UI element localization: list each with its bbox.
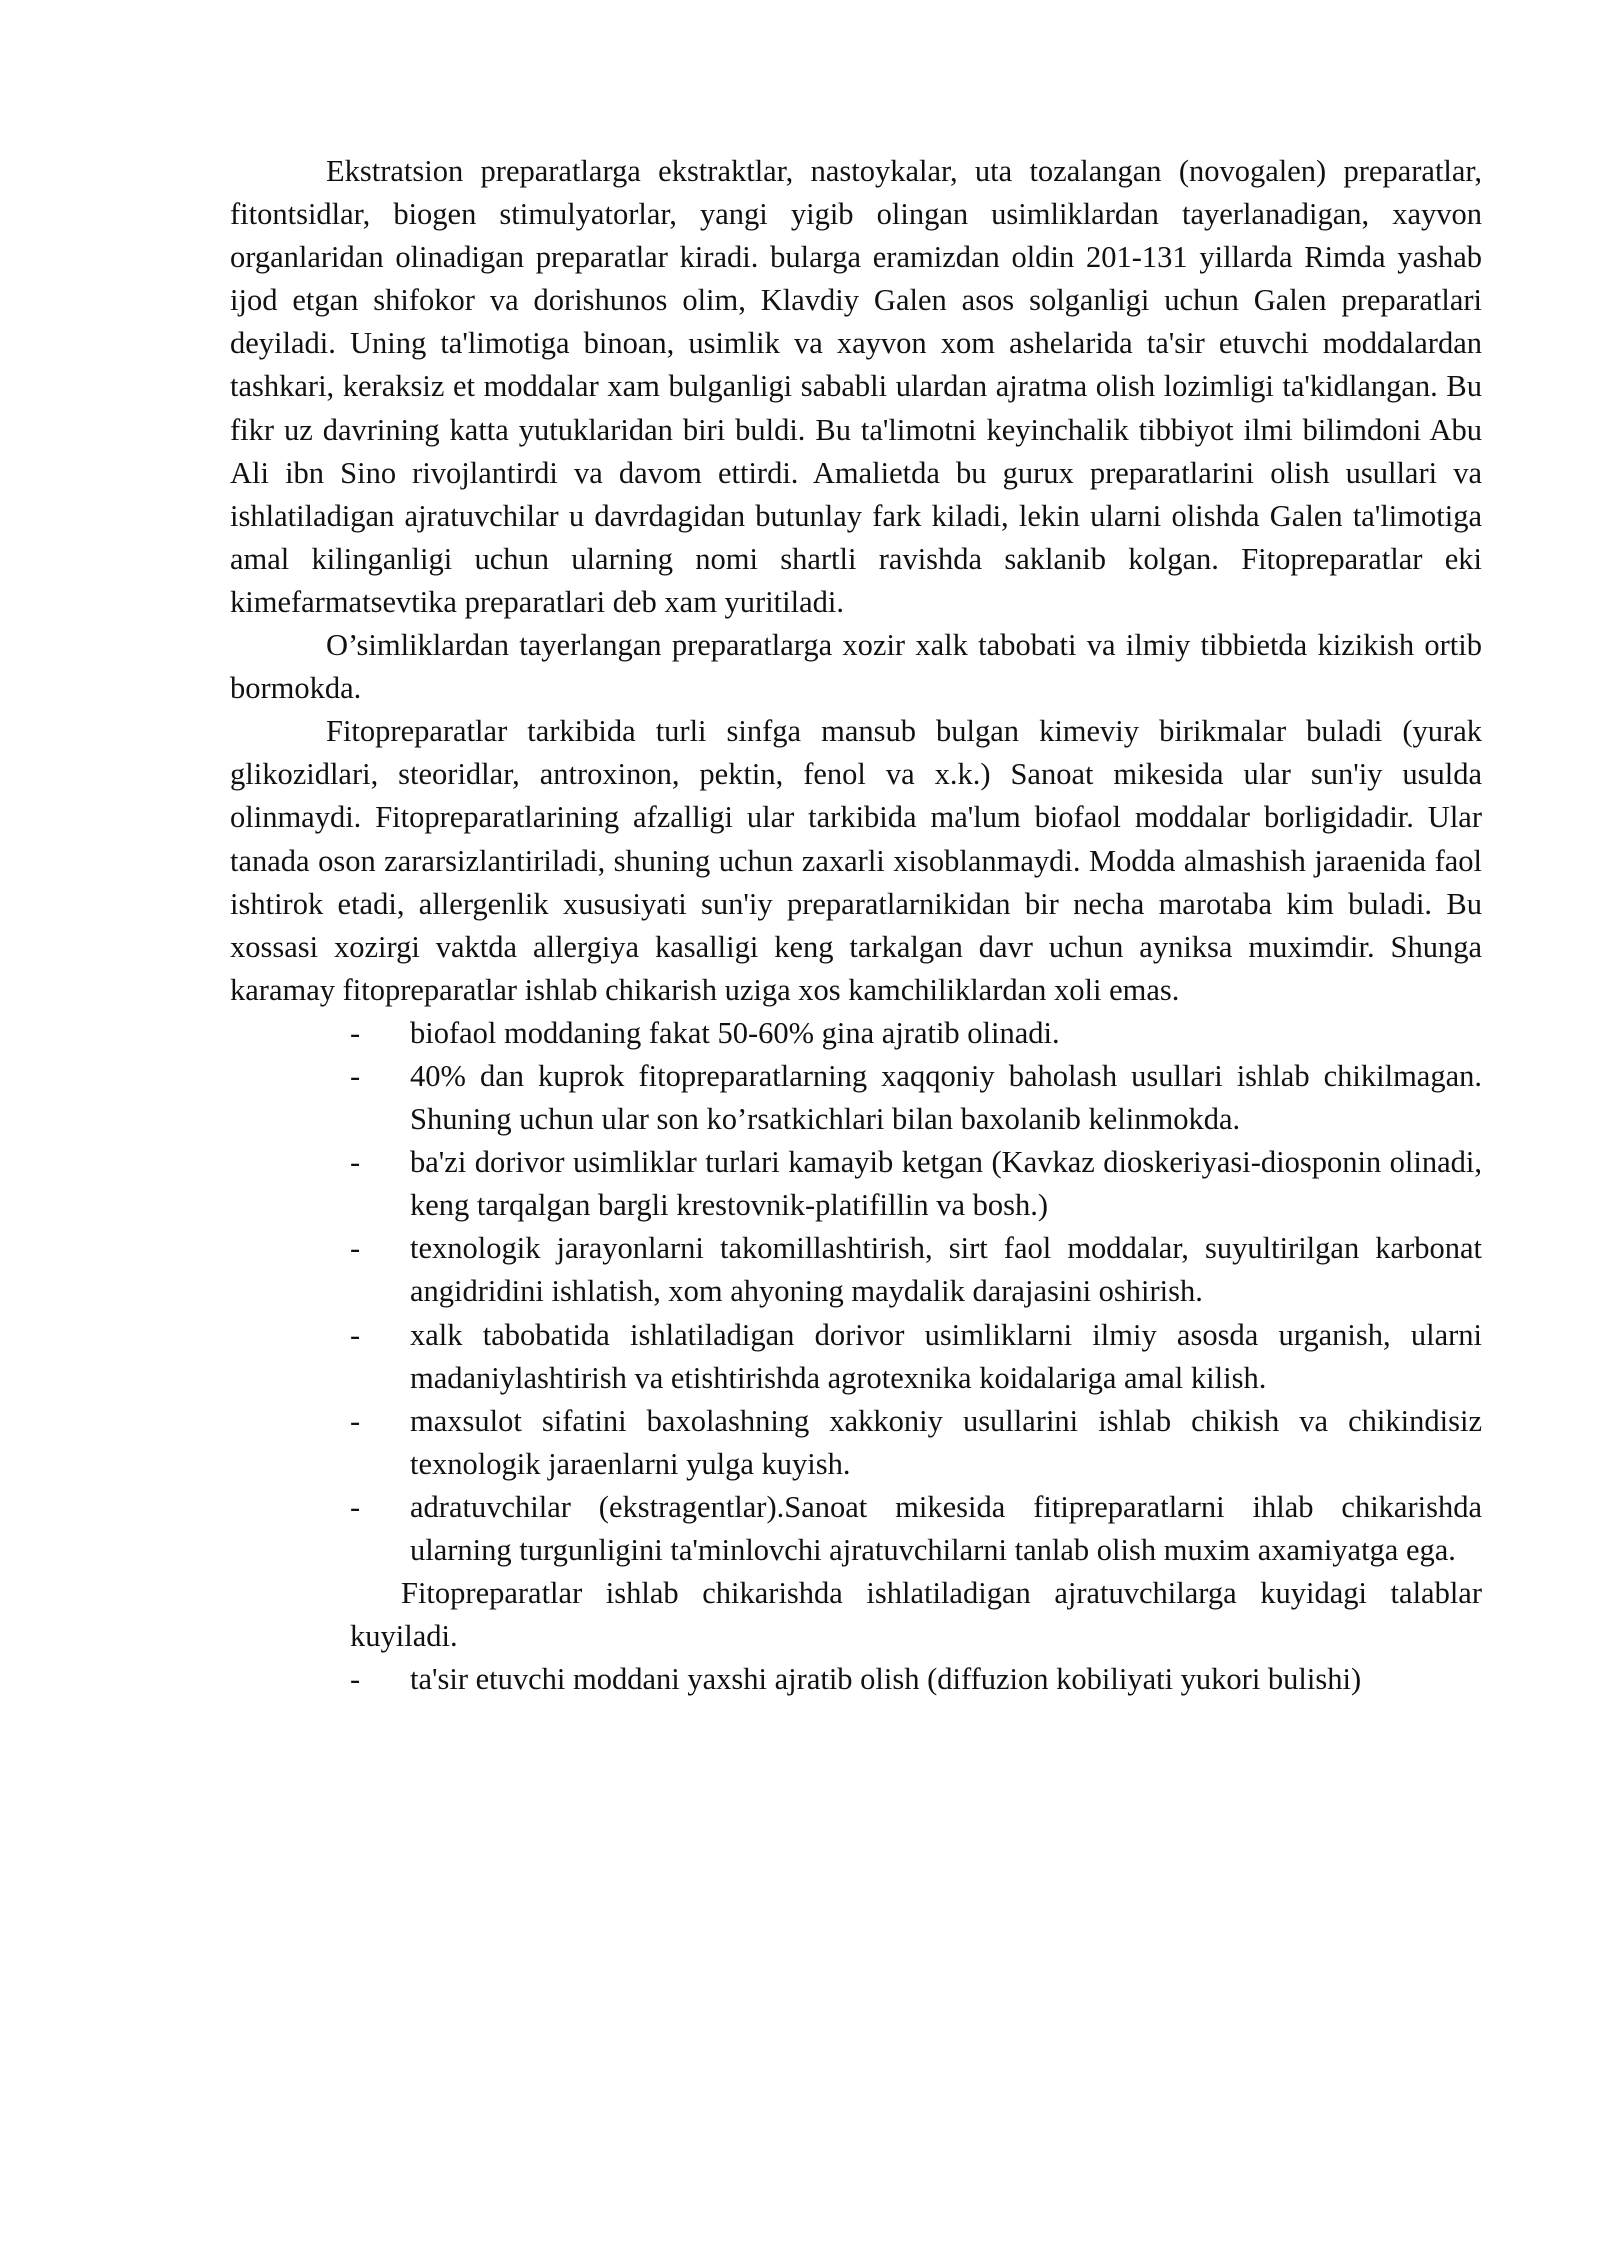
paragraph-phytopreparation-composition: Fitopreparatlar tarkibida turli sinfga mansub bulgan kimeviy birikmalar buladi (yurak glikozidlari, steoridlar, antroxinon, pektin, fenol va x.k.) Sanoat mikesida ular sun'iy usulda olinmaydi. Fitopreparatlarining afzalligi ular tarkibida ma'lum biofaol moddalar borligidadir. Ular tanada oson zararsizlantiriladi, shuning uchun zaxarli xisoblanmaydi. Modda almashish jaraenida faol ishtirok etadi, allergenlik xususiyati sun'iy preparatlarnikidan bir necha marotaba kim buladi. Bu xossasi xozirgi vaktda allergiya kasalligi keng tarkalgan davr uchun ayniksa muximdir. Shunga karamay fitopreparatlar ishlab chikarish uziga xos kamchiliklardan xoli emas. <box>230 714 1482 1007</box>
paragraph-plant-interest: O’simliklardan tayerlangan preparatlarga xozir xalk tabobati va ilmiy tibbietda kizikish ortib bormokda. <box>230 628 1482 706</box>
list-dash: - <box>350 1145 361 1180</box>
list-item-text: ba'zi dorivor usimliklar turlari kamayib ketgan (Kavkaz dioskeriyasi-diosponin olinadi, keng tarqalgan bargli krestovnik-platifillin va bosh.) <box>410 1145 1482 1223</box>
list-item <box>350 1141 1482 1227</box>
list-item <box>350 1227 1482 1313</box>
list-dash: - <box>350 1058 361 1093</box>
shortcomings-list <box>350 1012 1482 1572</box>
list-item <box>350 1314 1482 1400</box>
document-page <box>230 150 1482 1701</box>
list-item-text: texnologik jarayonlarni takomillashtirish, sirt faol moddalar, suyultirilgan karbonat angidridini ishlatish, xom ahyoning maydalik darajasini oshirish. <box>410 1231 1482 1309</box>
paragraph-galen-preparations: Ekstratsion preparatlarga ekstraktlar, nastoykalar, uta tozalangan (novogalen) preparatlar, fitontsidlar, biogen stimulyatorlar, yangi yigib olingan usimliklardan tayerlanadigan, xayvon organlaridan olinadigan preparatlar kiradi. bularga eramizdan oldin 201-131 yillarda Rimda yashab ijod etgan shifokor va dorishunos olim, Klavdiy Galen asos solganligi uchun Galen preparatlari deyiladi. Uning ta'limotiga binoan, usimlik va xayvon xom ashelarida ta'sir etuvchi moddalardan tashkari, keraksiz et moddalar xam bulganligi sababli ulardan ajratma olish lozimligi ta'kidlangan. Bu fikr uz davrining katta yutuklaridan biri buldi. Bu ta'limotni keyinchalik tibbiyot ilmi bilimdoni Abu Ali ibn Sino rivojlantirdi va davom ettirdi. Amalietda bu gurux preparatlarini olish usullari va ishlatiladigan ajratuvchilar u davrdagidan butunlay fark kiladi, lekin ularni olishda Galen ta'limotiga amal kilinganligi uchun ularning nomi shartli ravishda saklanib kolgan. Fitopreparatlar eki kimefarmatsevtika preparatlari deb xam yuritiladi. <box>230 154 1482 619</box>
list-dash: - <box>350 1662 361 1697</box>
list-dash: - <box>350 1015 361 1050</box>
list-item-text: adratuvchilar (ekstragentlar).Sanoat mikesida fitipreparatlarni ihlab chikarishda ularning turgunligini ta'minlovchi ajratuvchilarni tanlab olish muxim axamiyatga ega. <box>410 1489 1482 1567</box>
list-item-text: maxsulot sifatini baxolashning xakkoniy usullarini ishlab chikish va chikindisiz texnologik jaraenlarni yulga kuyish. <box>410 1403 1482 1481</box>
list-item-text: 40% dan kuprok fitopreparatlarning xaqqoniy baholash usullari ishlab chikilmagan. Shuning uchun ular son ko’rsatkichlari bilan baxolanib kelinmokda. <box>410 1058 1482 1137</box>
list-item-text: xalk tabobatida ishlatiladigan dorivor usimliklarni ilmiy asosda urganish, ularni madaniylashtirish va etishtirishda agrotexnika koidalariga amal kilish. <box>410 1317 1482 1395</box>
list-dash: - <box>350 1231 361 1266</box>
requirements-list <box>350 1658 1482 1701</box>
list-dash: - <box>350 1489 361 1524</box>
list-item <box>350 1400 1482 1486</box>
list-dash: - <box>350 1317 361 1352</box>
list-item-text: ta'sir etuvchi moddani yaxshi ajratib olish (diffuzion kobiliyati yukori bulishi) <box>410 1662 1362 1697</box>
paragraph-extractant-requirements: Fitopreparatlar ishlab chikarishda ishlatiladigan ajratuvchilarga kuyidagi talablar kuyiladi. <box>350 1576 1482 1654</box>
list-item-text: biofaol moddaning fakat 50-60% gina ajratib olinadi. <box>410 1015 1060 1050</box>
list-item <box>350 1658 1482 1701</box>
list-item <box>350 1486 1482 1572</box>
list-item <box>350 1055 1482 1141</box>
list-item <box>350 1012 1482 1055</box>
list-dash: - <box>350 1403 361 1438</box>
